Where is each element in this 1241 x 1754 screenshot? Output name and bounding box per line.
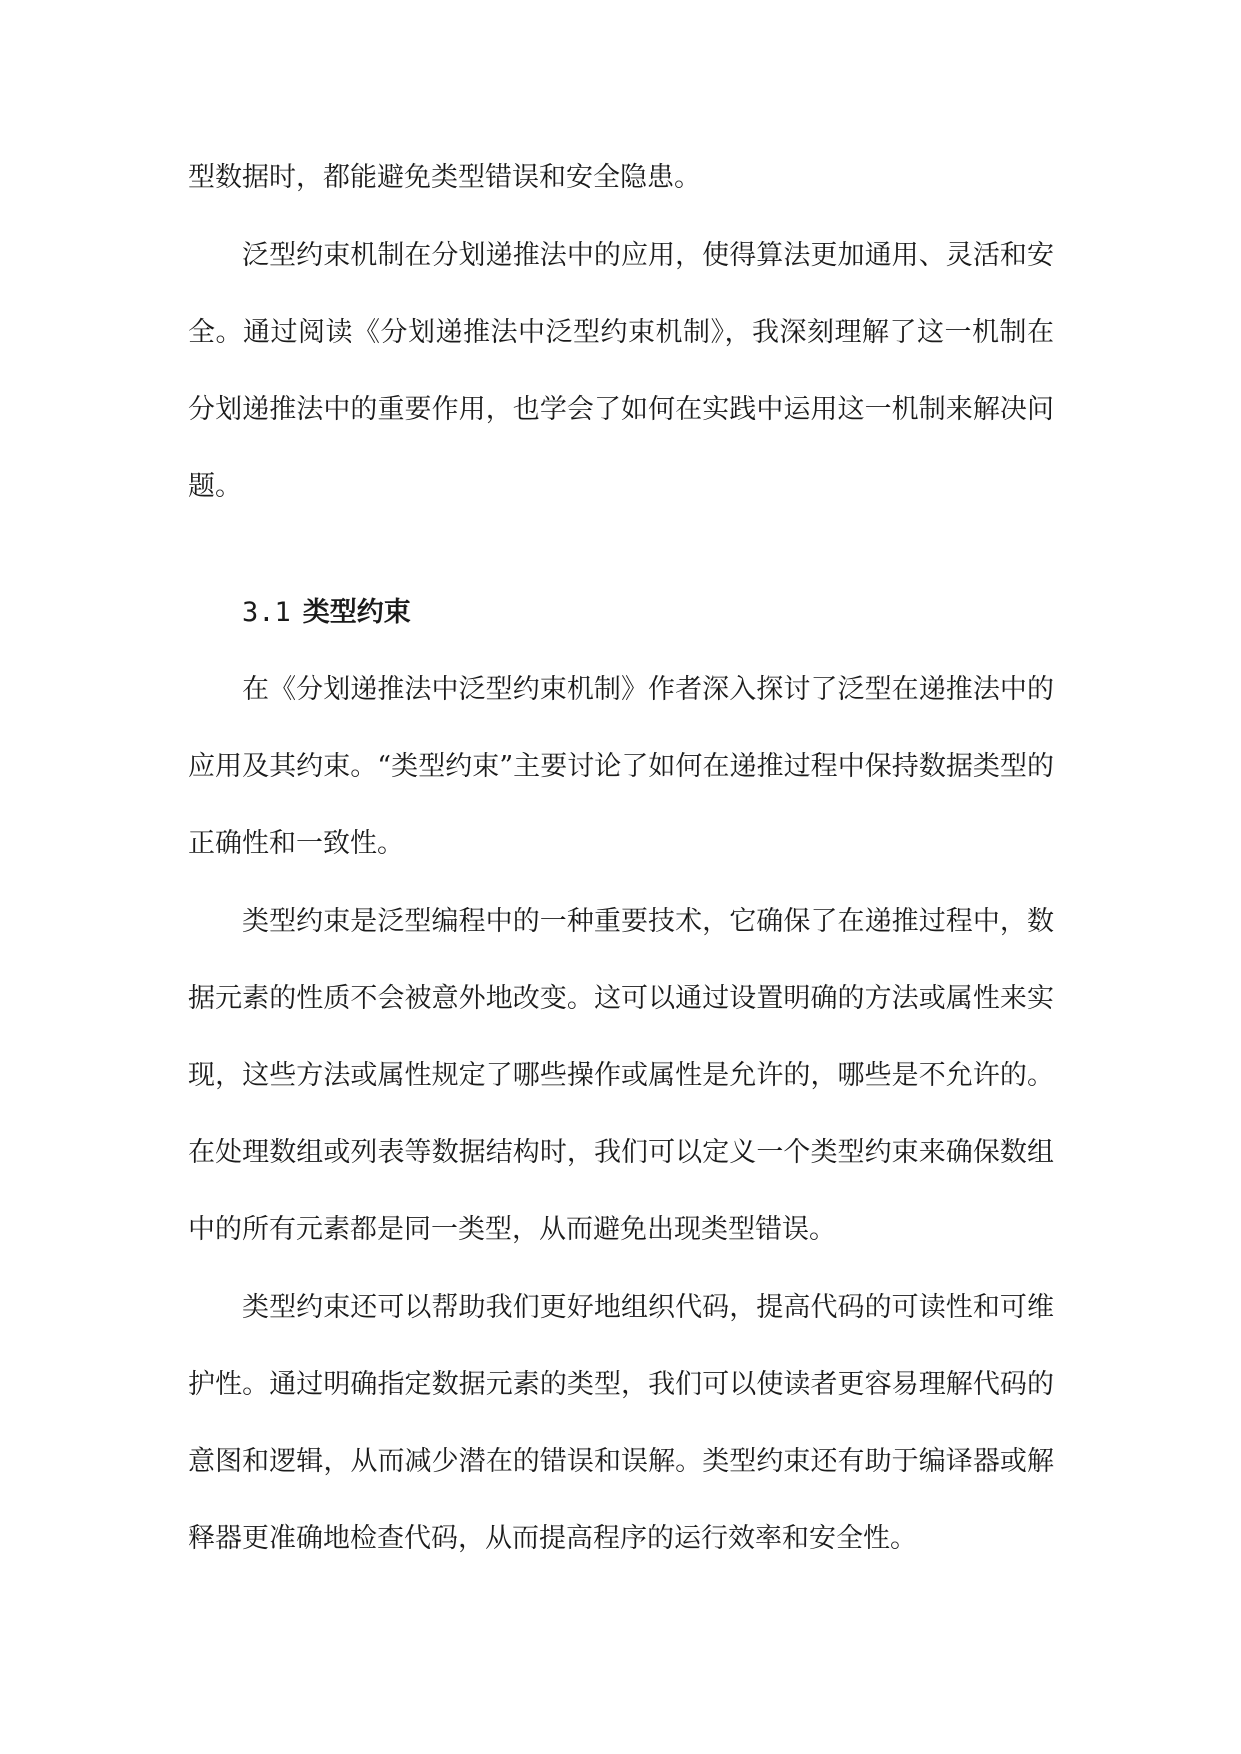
section-number: 3.1: [242, 597, 291, 628]
paragraph-intro: 在《分划递推法中泛型约束机制》作者深入探讨了泛型在递推法中的应用及其约束。“类型约束”主要讨论了如何在递推过程中保持数据类型的正确性和一致性。: [188, 674, 1054, 859]
paragraph-summary: 泛型约束机制在分划递推法中的应用，使得算法更加通用、灵活和安全。通过阅读《分划递推法中泛型约束机制》，我深刻理解了这一机制在分划递推法中的重要作用，也学会了如何在实践中运用这一机制来解决问题。: [188, 240, 1054, 502]
section-title: 类型约束: [302, 597, 411, 628]
section-heading: [242, 574, 1054, 651]
paragraph-continuation: 型数据时，都能避免类型错误和安全隐患。: [188, 162, 701, 193]
document-body: [188, 139, 1054, 1578]
paragraph-type-constraint-benefits: 类型约束还可以帮助我们更好地组织代码，提高代码的可读性和可维护性。通过明确指定数据元素的类型，我们可以使读者更容易理解代码的意图和逻辑，从而减少潜在的错误和误解。类型约束还有助于编译器或解释器更准确地检查代码，从而提高程序的运行效率和安全性。: [188, 1292, 1054, 1554]
paragraph-type-constraint-definition: 类型约束是泛型编程中的一种重要技术，它确保了在递推过程中，数据元素的性质不会被意外地改变。这可以通过设置明确的方法或属性来实现，这些方法或属性规定了哪些操作或属性是允许的，哪些是不允许的。在处理数组或列表等数据结构时，我们可以定义一个类型约束来确保数组中的所有元素都是同一类型，从而避免出现类型错误。: [188, 906, 1054, 1245]
